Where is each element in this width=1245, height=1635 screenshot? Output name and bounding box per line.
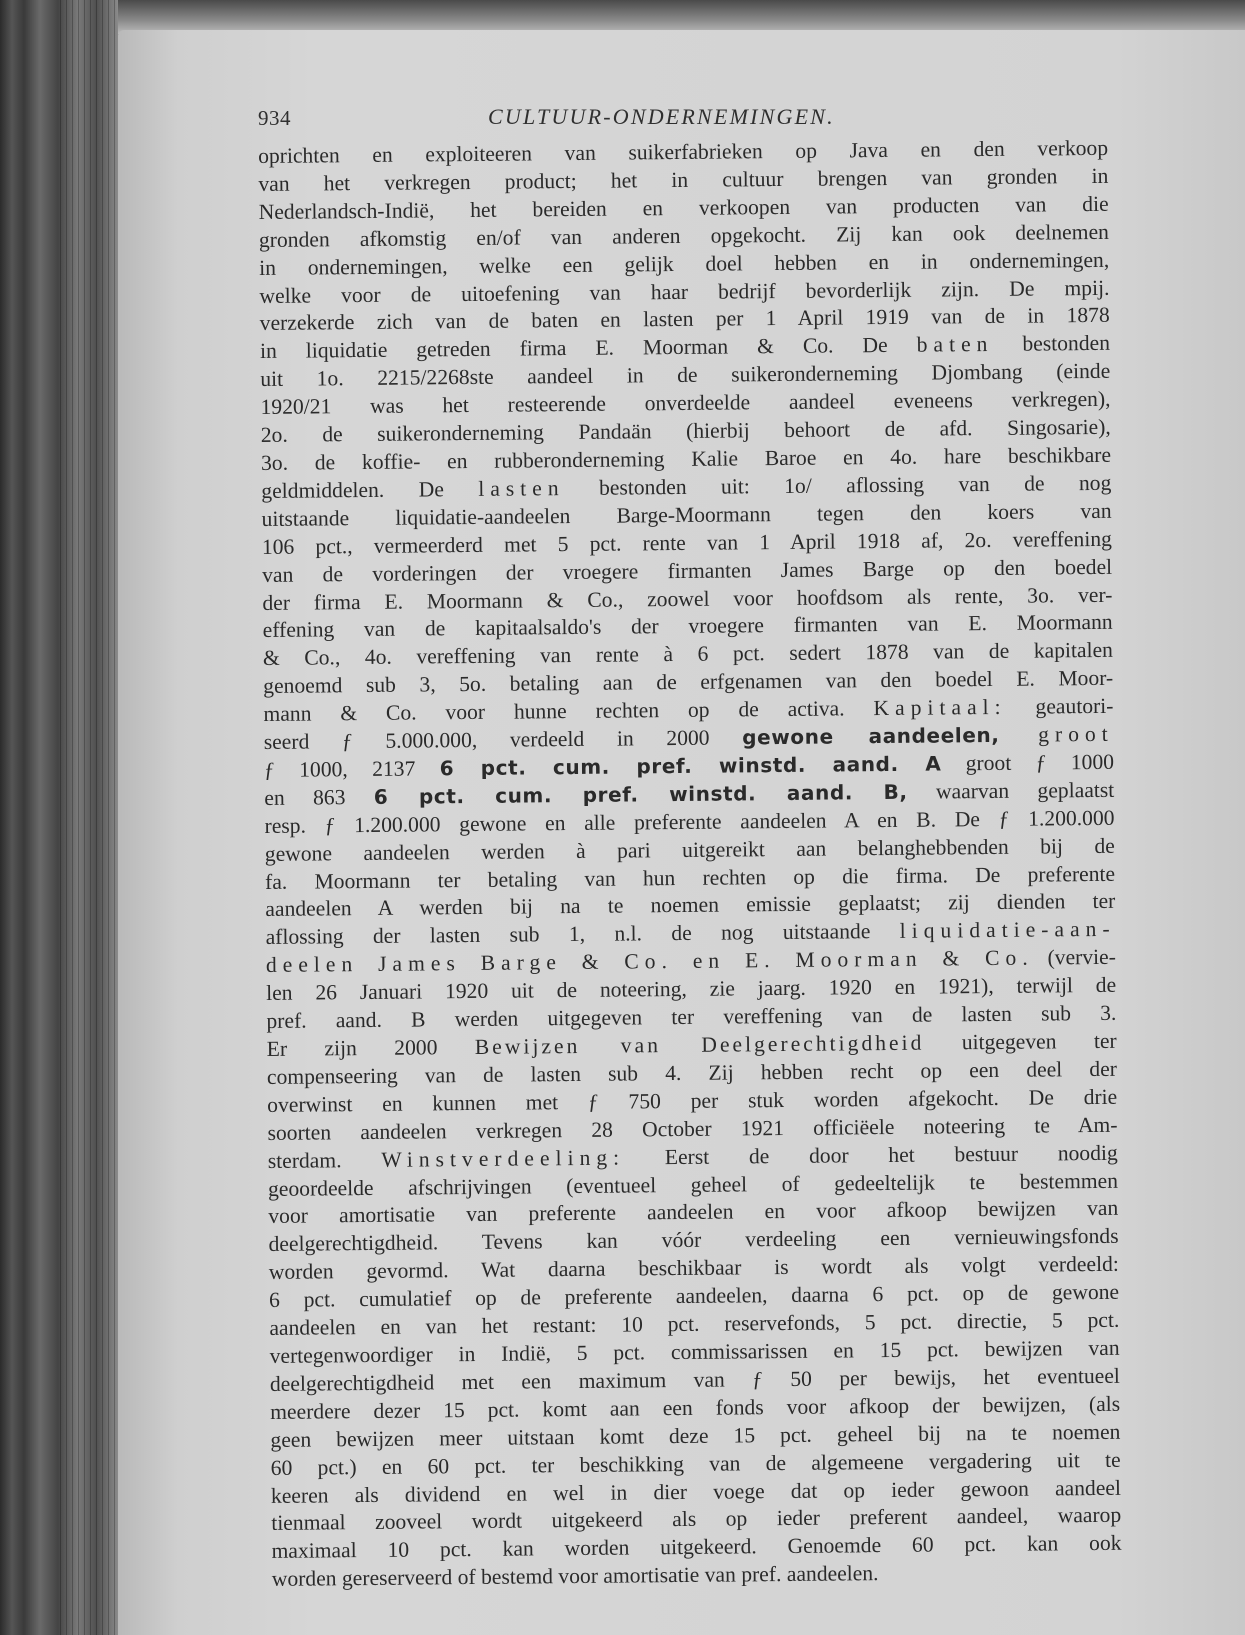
text-line: in ondernemingen, welke een gelijk doel hebben en in ondernemingen, <box>259 247 1110 280</box>
text-run: bestonden uit: 1o/ aflossing van de nog <box>564 470 1112 500</box>
text-line: 1920/21 was het resteerende onverdeelde aandeel eveneens verkregen), <box>260 386 1111 420</box>
text-line: worden gereserveerd of bestemd voor amortisatie van pref. aandeelen. <box>271 1561 879 1592</box>
text-line: der firma E. Moormann & Co., zoowel voor hoofdsom als rente, 3o. ver- <box>262 582 1113 615</box>
text-line: voor amortisatie van preferente aandeelen en voor afkoop bewijzen van <box>268 1196 1119 1229</box>
text-line: aandeelen en van het restant: 10 pct. reservefonds, 5 pct. directie, 5 pct. <box>269 1307 1120 1341</box>
spaced-heading-kapitaal: Kapitaal: <box>873 694 1007 721</box>
text-run: groot <box>999 721 1114 747</box>
text-run: sterdam. <box>267 1147 382 1173</box>
text-run: aflossing der lasten sub 1, n.l. de nog uitstaande <box>265 919 900 950</box>
text-run: Eerst de door het bestuur noodig <box>624 1140 1118 1170</box>
text-line: 6 pct. cumulatief op de preferente aandeelen, daarna 6 pct. op de gewone <box>268 1279 1120 1313</box>
spaced-heading-lasten: lasten <box>478 475 565 501</box>
scan-top-edge <box>118 0 1245 34</box>
bold-share-class: 6 pct. cum. pref. winstd. aand. B, <box>373 779 908 809</box>
text-line: tienmaal zooveel wordt uitgekeerd als op ieder preferent aandeel, waarop <box>271 1503 1122 1536</box>
bold-share-class: 6 pct. cum. pref. winstd. aand. A <box>439 751 942 781</box>
text-line: aandeelen A werden bij na te noemen emissie geplaatst; zij dienden ter <box>265 889 1116 922</box>
text-line: worden gevormd. Wat daarna beschikbaar is wordt als volgt verdeeld: <box>268 1252 1119 1285</box>
text-run: in liquidatie getreden firma E. Moorman & Co. De <box>259 333 917 364</box>
text-line: 3o. de koffie- en rubberonderneming Kalie Baroe en 4o. hare beschikbare <box>260 442 1112 475</box>
text-line: fa. Moormann ter betaling van hun rechten op die firma. De preferente <box>264 861 1116 894</box>
text-line: Nederlandsch-Indië, het bereiden en verkoopen van producten van die <box>258 191 1109 224</box>
text-line: verzekerde zich van de baten en lasten per 1 April 1919 van de in 1878 <box>259 303 1110 336</box>
text-line: van de vorderingen der vroegere firmanten James Barge op den boedel <box>262 554 1113 587</box>
text-line: uit 1o. 2215/2268ste aandeel in de suikeronderneming Djombang (einde <box>260 359 1111 392</box>
text-run: seerd ƒ 5.000.000, verdeeld in 2000 <box>263 725 743 755</box>
text-run: (vervie- <box>1033 945 1116 970</box>
text-run: ƒ 1000, 2137 <box>263 756 440 782</box>
bold-share-class: gewone aandeelen, <box>742 722 1000 750</box>
text-line: 60 pct.) en 60 pct. ter beschikking van de algemeene vergadering uit te <box>270 1447 1121 1480</box>
text-line: deelgerechtigdheid. Tevens kan vóór verdeeling een vernieuwingsfonds <box>268 1224 1119 1257</box>
text-line: van het verkregen product; het in cultuur brengen van gronden in <box>258 163 1109 196</box>
text-line: resp. ƒ 1.200.000 gewone en alle preferente aandeelen A en B. De ƒ 1.200.000 <box>264 805 1115 838</box>
spaced-heading-winstverdeeling: Winstverdeeling: <box>381 1145 626 1172</box>
spaced-term: liquidatie-aan- <box>899 917 1116 944</box>
text-run: bestonden <box>993 331 1111 357</box>
text-line: soorten aandeelen verkregen 28 October 1921 officiëele noteering te Am- <box>267 1112 1118 1145</box>
text-line: 2o. de suikeronderneming Pandaän (hierbij behoort de afd. Singosarie), <box>260 414 1111 448</box>
text-line: len 26 Januari 1920 uit de noteering, zie jaarg. 1920 en 1921), terwijl de <box>266 972 1117 1006</box>
text-run: Er zijn 2000 <box>266 1034 475 1061</box>
text-run: waarvan geplaatst <box>907 777 1115 804</box>
text-run: mann & Co. voor hunne rechten op de activa. <box>263 696 874 727</box>
text-run: uitgegeven ter <box>924 1028 1117 1055</box>
text-run: geldmiddelen. De <box>261 476 479 503</box>
text-line: keeren als dividend en wel in dier voege dat op ieder gewoon aandeel <box>270 1475 1122 1508</box>
text-line: uitstaande liquidatie-aandeelen Barge-Moormann tegen den koers van <box>261 498 1112 531</box>
text-line: pref. aand. B werden uitgegeven ter vereffening van de lasten sub 3. <box>266 1000 1117 1034</box>
text-line: gewone aandeelen werden à pari uitgereikt aan belanghebbenden bij de <box>264 833 1115 866</box>
spaced-heading-baten: baten <box>916 332 994 358</box>
text-line: overwinst en kunnen met ƒ 750 per stuk worden afgekocht. De drie <box>267 1084 1118 1117</box>
text-run: groot ƒ 1000 <box>941 749 1115 776</box>
text-run: geautori- <box>1006 693 1114 719</box>
spaced-term: Bewijzen van Deelgerechtigdheid <box>474 1030 925 1059</box>
page-header <box>258 100 1078 140</box>
text-line: 106 pct., vermeerderd met 5 pct. rente van 1 April 1918 af, 2o. vereffening <box>261 526 1112 559</box>
text-line: gronden afkomstig en/of van anderen opgekocht. Zij kan ook deelnemen <box>258 219 1110 252</box>
text-line: oprichten en exploiteeren van suikerfabrieken op Java en den verkoop <box>258 135 1109 168</box>
text-line: geoordeelde afschrijvingen (eventueel geheel of gedeeltelijk te bestemmen <box>267 1168 1119 1201</box>
page-number: 934 <box>258 106 291 130</box>
text-line: & Co., 4o. vereffening van rente à 6 pct. sedert 1878 van de kapitalen <box>262 638 1114 671</box>
text-line: meerdere dezer 15 pct. komt aan een fonds voor afkoop der bewijzen, (als <box>270 1391 1121 1424</box>
text-line: welke voor de uitoefening van haar bedrijf bevorderlijk zijn. De mpij. <box>259 275 1110 308</box>
text-line: geen bewijzen meer uitstaan komt deze 15 pct. geheel bij na te noemen <box>270 1419 1121 1452</box>
text-line: genoemd sub 3, 5o. betaling aan de erfgenamen van den boedel E. Moor- <box>263 666 1114 699</box>
text-line: maximaal 10 pct. kan worden uitgekeerd. Genoemde 60 pct. kan ook <box>271 1531 1122 1564</box>
spaced-term: deelen James Barge & Co. en E. Moorman & Co. <box>265 945 1034 978</box>
text-line: deelgerechtigdheid met een maximum van ƒ 50 per bewijs, het eventueel <box>269 1363 1120 1396</box>
text-run: en 863 <box>264 784 374 810</box>
body-text <box>258 135 1122 1594</box>
text-line: effening van de kapitaalsaldo's der vroegere firmanten van E. Moormann <box>262 610 1113 643</box>
running-title: CULTUUR-ONDERNEMINGEN. <box>488 104 835 129</box>
text-line: compenseering van de lasten sub 4. Zij hebben recht op een deel der <box>266 1056 1118 1089</box>
text-line: vertegenwoordiger in Indië, 5 pct. commissarissen en 15 pct. bewijzen van <box>269 1335 1120 1368</box>
